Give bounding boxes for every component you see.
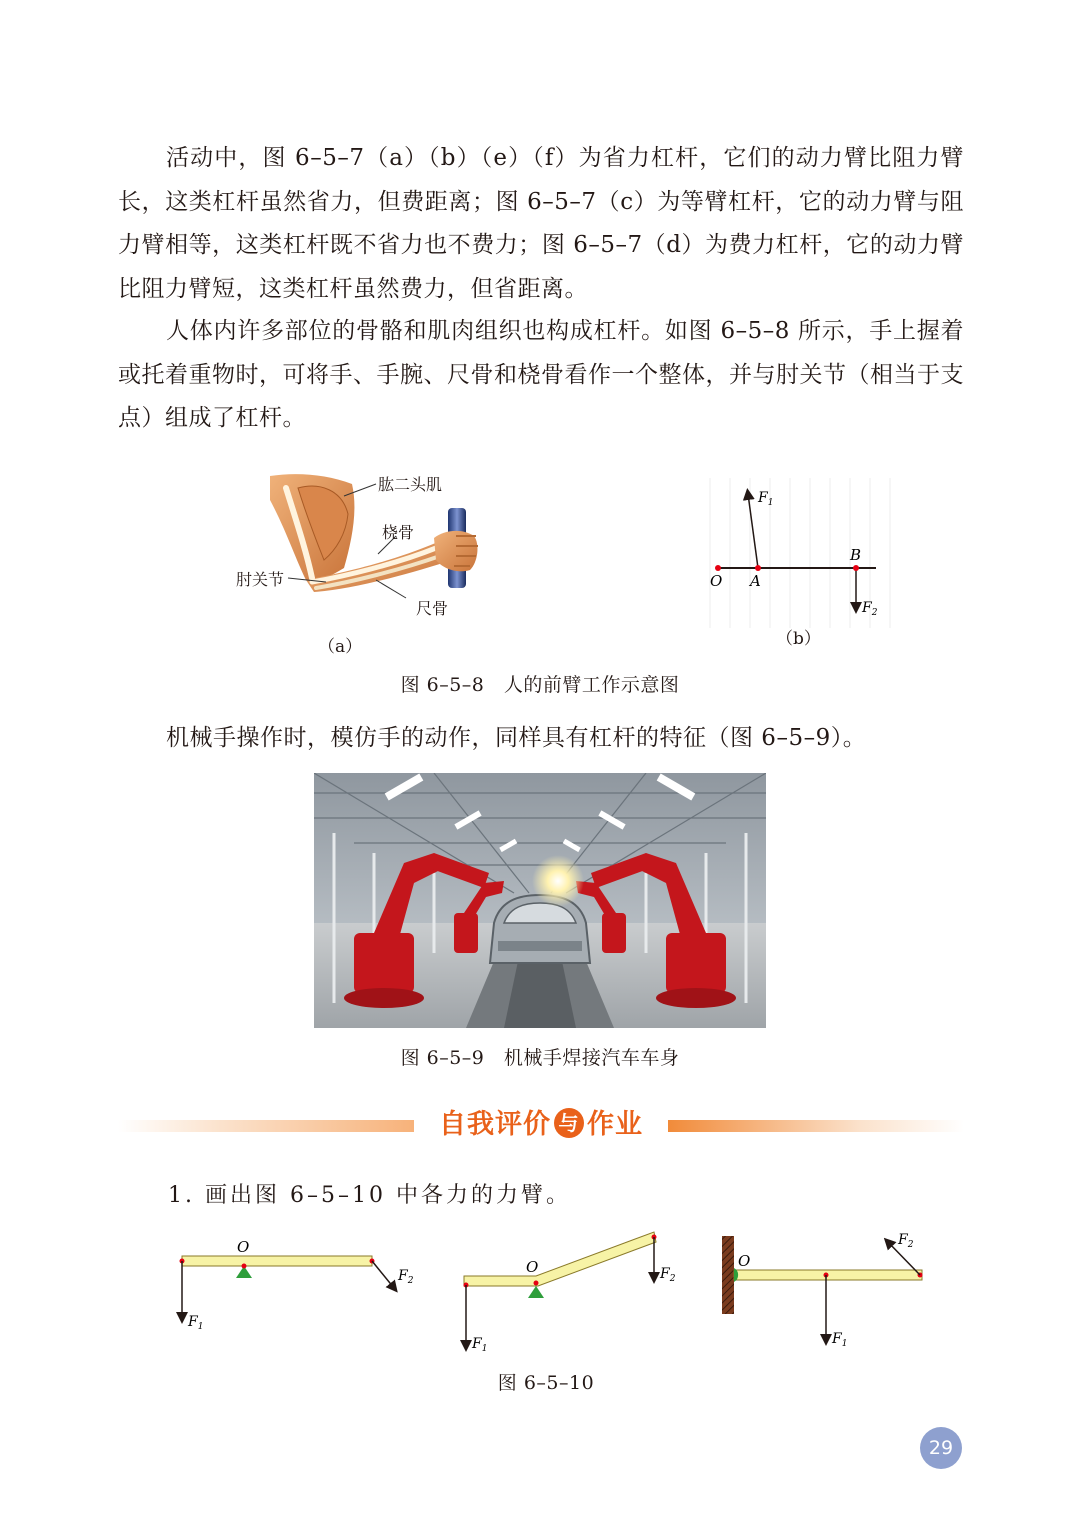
paragraph-human-lever: 人体内许多部位的骨骼和肌肉组织也构成杠杆。如图 6–5–8 所示，手上握着或托着重物时，可将手、手腕、尺骨和桡骨看作一个整体，并与肘关节（相当于支点）组成了杠杆。 — [118, 318, 964, 431]
section-title-circle: 与 — [554, 1108, 584, 1138]
lever-2-label-f2: $F_2$ — [660, 1266, 676, 1284]
label-biceps: 肱二头肌 — [378, 475, 443, 494]
lever-1-label-f1: $F_1$ — [188, 1314, 204, 1332]
point-a — [755, 565, 761, 571]
figure-6-5-10-caption: 图 6–5–10 — [497, 1372, 595, 1394]
robot-welding-photo — [314, 773, 766, 1028]
section-title-right: 作业 — [587, 1109, 643, 1140]
self-assessment-header — [118, 1106, 964, 1144]
forearm-lever-diagram — [700, 478, 894, 628]
question-1: 1. 画出图 6–5–10 中各力的力臂。 — [168, 1183, 571, 1208]
figure-6-5-10-levers — [160, 1228, 950, 1358]
label-f1: $F_1$ — [758, 490, 774, 508]
lever-1-label-f2: $F_2$ — [398, 1268, 414, 1286]
subfigure-a-label: （a） — [318, 637, 363, 657]
lever-1 — [180, 1238, 414, 1332]
figure-6-5-9-caption: 图 6–5–9 机械手焊接汽车车身 — [400, 1047, 680, 1069]
section-title-left: 自我评价 — [439, 1109, 551, 1140]
label-f2: $F_2$ — [862, 600, 878, 618]
lever-3-label-f2: $F_2$ — [898, 1232, 914, 1250]
header-bar-left — [118, 1120, 414, 1132]
page-number: 29 — [920, 1427, 962, 1469]
lever-2-label-f1: $F_1$ — [472, 1336, 488, 1354]
lever-2-label-o: O — [526, 1258, 539, 1276]
lever-3-label-o: O — [738, 1252, 751, 1270]
point-b — [853, 565, 859, 571]
label-a: A — [750, 572, 761, 590]
label-elbow: 肘关节 — [236, 570, 285, 589]
lever-2 — [464, 1232, 676, 1354]
lever-3 — [722, 1232, 923, 1349]
label-b: B — [850, 546, 862, 564]
subfigure-b-label: （b） — [776, 629, 821, 649]
label-o: O — [710, 572, 723, 590]
header-bar-right — [668, 1120, 964, 1132]
figure-6-5-8-caption: 图 6–5–8 人的前臂工作示意图 — [400, 674, 680, 696]
point-o — [715, 565, 721, 571]
paragraph-lever-types: 活动中，图 6–5–7（a）（b）（e）（f）为省力杠杆，它们的动力臂比阻力臂长，这类杠杆虽然省力，但费距离；图 6–5–7（c）为等臂杠杆，它的动力臂与阻力臂相等，这类杠杆既不省力也不费力；图 6–5–7（d）为费力杠杆，它的动力臂比阻力臂短，这类杠杆虽然费力，但省距离。 — [118, 145, 964, 302]
section-title — [414, 1106, 668, 1144]
lever-3-label-f1: $F_1$ — [832, 1331, 848, 1349]
label-radius: 桡骨 — [382, 523, 415, 542]
paragraph-robot-arm: 机械手操作时，模仿手的动作，同样具有杠杆的特征（图 6–5–9）。 — [166, 725, 867, 751]
lever-1-label-o: O — [237, 1238, 250, 1256]
label-ulna: 尺骨 — [416, 599, 449, 618]
